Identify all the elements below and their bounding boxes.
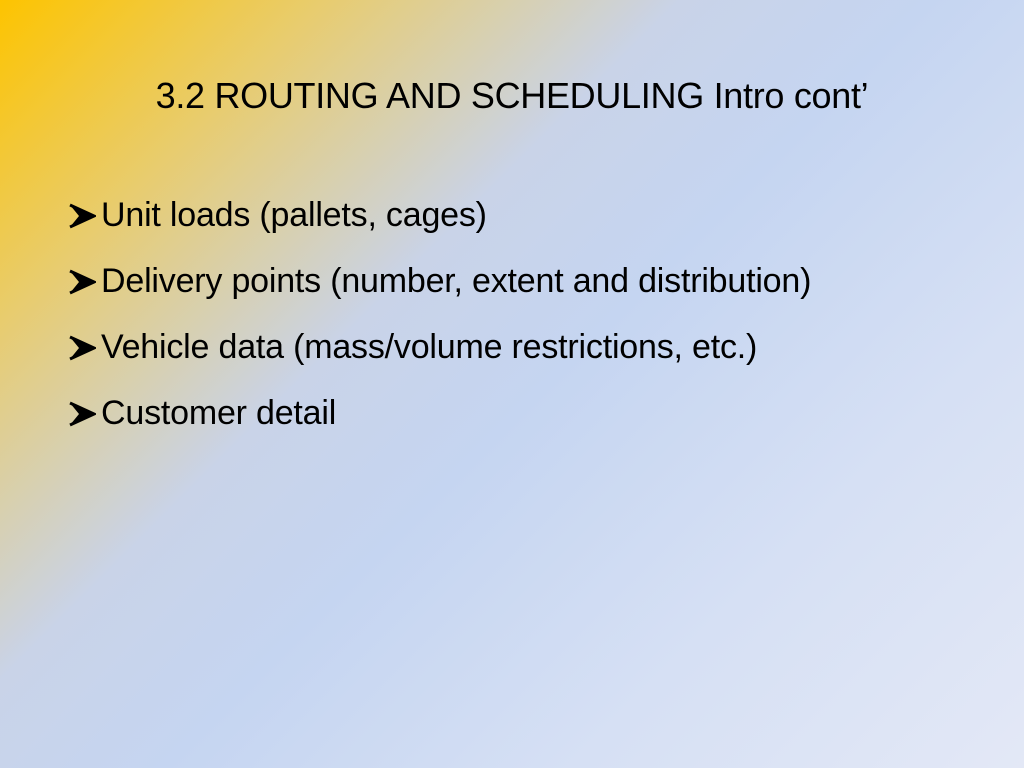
bullet-text: Customer detail: [101, 394, 337, 432]
bullet-text: Vehicle data (mass/volume restrictions, etc.): [101, 328, 758, 366]
arrowhead-bullet-icon: [68, 401, 96, 427]
arrowhead-bullet-icon: [68, 269, 96, 295]
arrowhead-bullet-icon: [68, 335, 96, 361]
bullet-text: Delivery points (number, extent and distribution): [101, 262, 812, 300]
slide-title: 3.2 ROUTING AND SCHEDULING Intro cont’: [155, 75, 869, 116]
bullet-item-delivery-points: [68, 256, 968, 307]
bullet-item-unit-loads: [68, 190, 968, 241]
arrowhead-bullet-icon: [68, 203, 96, 229]
bullet-item-customer-detail: [68, 388, 968, 439]
bullet-text: Unit loads (pallets, cages): [101, 196, 487, 234]
bullet-list: [68, 190, 968, 454]
bullet-item-vehicle-data: [68, 322, 968, 373]
